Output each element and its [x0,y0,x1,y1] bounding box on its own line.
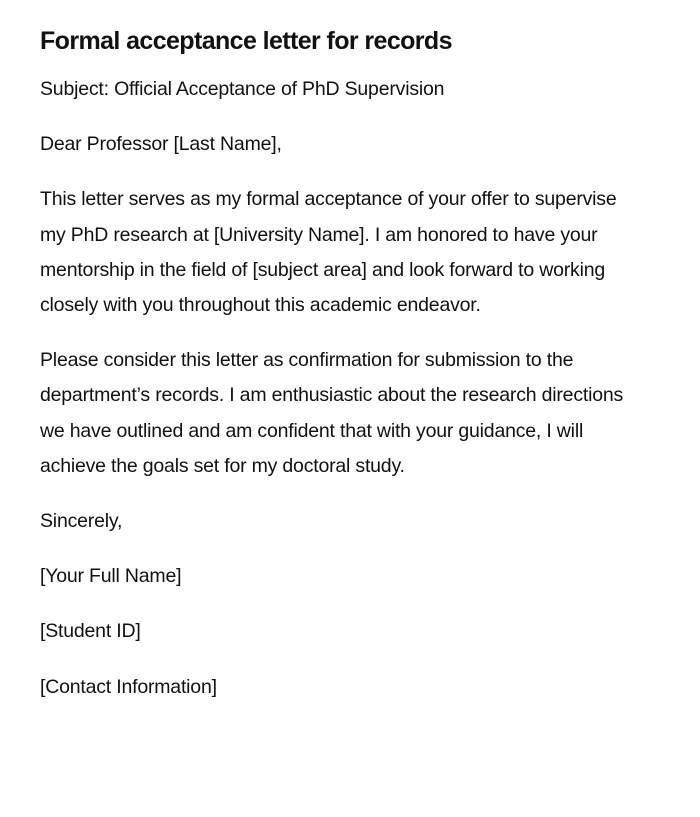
subject-line: Subject: Official Acceptance of PhD Supervision [40,78,445,100]
salutation: Dear Professor [Last Name], [40,133,282,156]
signature-name: [Your Full Name] [40,565,182,588]
signature-contact: [Contact Information] [40,675,217,698]
body-paragraph-1: This letter serves as my formal acceptance of your offer to supervise my PhD research at [University Name]. I am honored to have your mentorship in the field of [subject area] and look forward to working closely with you throughout this academic endeavor. [40,188,617,317]
body-paragraph-2: Please consider this letter as confirmation for submission to the department’s records. I am enthusiastic about the research directions we have outlined and am confident that with your guidance, I will achieve the goals set for my doctoral study. [40,349,624,477]
closing: Sincerely, [40,510,123,533]
signature-student-id: [Student ID] [40,620,141,643]
document-title: Formal acceptance letter for records [40,27,452,55]
